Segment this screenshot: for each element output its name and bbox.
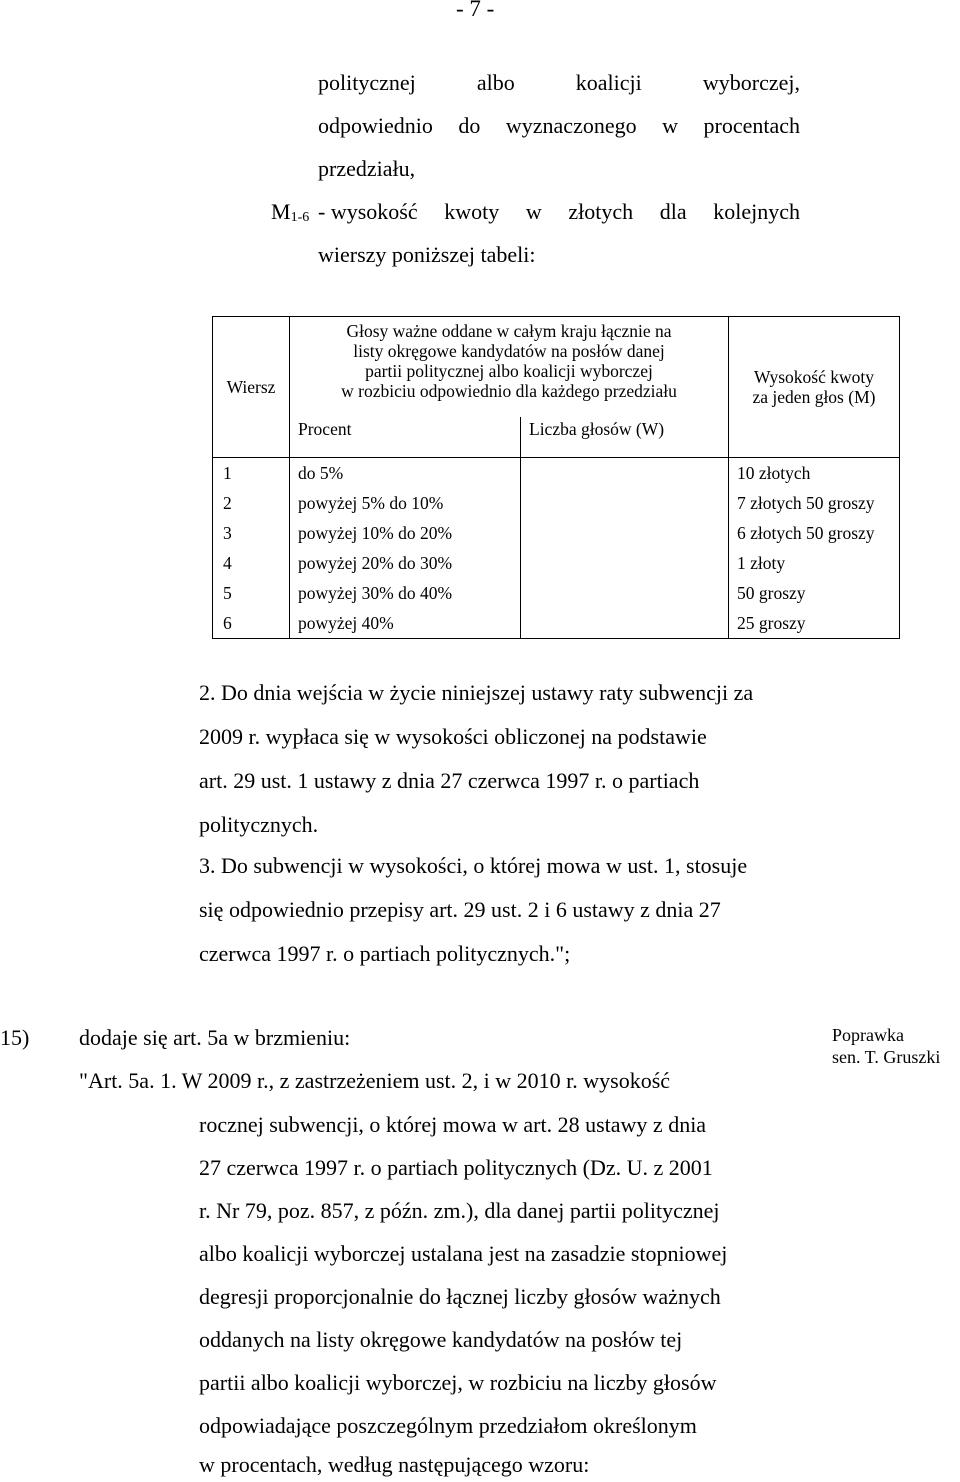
intro-word: w [525, 199, 542, 224]
header-glosy-line: w rozbiciu odpowiednio dla każdego przedziału [341, 381, 677, 402]
header-wiersz: Wiersz [213, 317, 290, 458]
intro-word: koalicji [575, 70, 642, 95]
row-number: 3 [213, 518, 290, 548]
para2-line: 2009 r. wypłaca się w wysokości obliczonej na podstawie [199, 724, 707, 749]
table-row [213, 488, 900, 518]
m-symbol [271, 199, 309, 226]
header-liczba: Liczba głosów (W) [521, 417, 729, 458]
amendment-author: sen. T. Gruszki [832, 1047, 941, 1067]
point15-line: w procentach, według następującego wzoru: [199, 1452, 590, 1477]
row-liczba [521, 608, 729, 639]
row-procent: powyżej 10% do 20% [290, 518, 521, 548]
header-glosy [290, 317, 729, 418]
header-wysokosc-line: za jeden głos (M) [752, 387, 876, 407]
para3-line: 3. Do subwencji w wysokości, o której mowa w ust. 1, stosuje [199, 853, 748, 878]
row-number: 4 [213, 548, 290, 578]
row-number: 2 [213, 488, 290, 518]
header-wysokosc-line: Wysokość kwoty [754, 366, 874, 387]
point15-line: "Art. 5a. 1. W 2009 r., z zastrzeżeniem ust. 2, i w 2010 r. wysokość [79, 1068, 671, 1093]
table-row [213, 518, 900, 548]
header-procent: Procent [290, 417, 521, 458]
para2-line: art. 29 ust. 1 ustawy z dnia 27 czerwca 1997 r. o partiach [199, 768, 700, 793]
intro-word: wyznaczonego [505, 113, 637, 138]
row-wysokosc: 10 złotych [729, 458, 900, 489]
row-wysokosc: 50 groszy [729, 578, 900, 608]
intro-line-2 [318, 113, 800, 139]
m-subscript: 1-6 [290, 210, 310, 225]
point15-line: partii albo koalicji wyborczej, w rozbiciu na liczby głosów [199, 1370, 717, 1395]
row-procent: powyżej 30% do 40% [290, 578, 521, 608]
intro-word: wyborczej, [702, 70, 800, 95]
point15-line: albo koalicji wyborczej ustalana jest na zasadzie stopniowej [199, 1241, 728, 1266]
row-procent: powyżej 40% [290, 608, 521, 639]
point15-line: degresji proporcjonalnie do łącznej liczby głosów ważnych [199, 1284, 721, 1309]
point15-line: 27 czerwca 1997 r. o partiach politycznych (Dz. U. z 2001 [199, 1155, 713, 1180]
row-liczba [521, 488, 729, 518]
point15-line: r. Nr 79, poz. 857, z późn. zm.), dla danej partii politycznej [199, 1198, 720, 1223]
row-liczba [521, 578, 729, 608]
table-row [213, 548, 900, 578]
para3-line: czerwca 1997 r. o partiach politycznych."; [199, 941, 571, 966]
intro-line-1 [318, 70, 800, 96]
intro-word: procentach [703, 113, 800, 138]
intro-word: dla [659, 199, 687, 224]
row-number: 6 [213, 608, 290, 639]
row-number: 5 [213, 578, 290, 608]
row-wysokosc: 25 groszy [729, 608, 900, 639]
intro-word: kwoty [444, 199, 500, 224]
row-number: 1 [213, 458, 290, 489]
para2-line: politycznych. [199, 812, 319, 837]
header-glosy-line: partii politycznej albo koalicji wyborczej [365, 361, 653, 382]
intro-line-4 [318, 199, 800, 225]
intro-word: politycznej [318, 70, 416, 95]
amendment-note [832, 1024, 940, 1068]
intro-word: w [662, 113, 678, 138]
intro-line-3: przedziału, [318, 156, 416, 181]
row-wysokosc: 6 złotych 50 groszy [729, 518, 900, 548]
point15-line: dodaje się art. 5a w brzmieniu: [79, 1025, 351, 1050]
row-liczba [521, 458, 729, 489]
row-wysokosc: 1 złoty [729, 548, 900, 578]
row-procent: powyżej 20% do 30% [290, 548, 521, 578]
intro-word: odpowiednio [318, 113, 433, 138]
intro-line-5: wierszy poniższej tabeli: [318, 242, 536, 267]
header-glosy-line: listy okręgowe kandydatów na posłów danej [353, 341, 665, 362]
row-procent: powyżej 5% do 10% [290, 488, 521, 518]
intro-word: do [458, 113, 481, 138]
row-liczba [521, 548, 729, 578]
intro-word: kolejnych [713, 199, 800, 224]
point15-line: odpowiadające poszczególnym przedziałom określonym [199, 1413, 697, 1438]
page-number: - 7 - [456, 0, 495, 21]
intro-word: - wysokość [318, 199, 418, 224]
table-row [213, 458, 900, 489]
intro-word: albo [476, 70, 515, 95]
row-liczba [521, 518, 729, 548]
header-wysokosc [729, 317, 900, 458]
point15-line: oddanych na listy okręgowe kandydatów na posłów tej [199, 1327, 683, 1352]
subsidy-table [212, 316, 900, 639]
para3-line: się odpowiednio przepisy art. 29 ust. 2 i 6 ustawy z dnia 27 [199, 897, 721, 922]
intro-word: złotych [568, 199, 634, 224]
row-procent: do 5% [290, 458, 521, 489]
table-header-row [213, 317, 900, 418]
point-number: 15) [0, 1025, 30, 1050]
amendment-label: Poprawka [832, 1025, 904, 1045]
row-wysokosc: 7 złotych 50 groszy [729, 488, 900, 518]
point15-line: rocznej subwencji, o której mowa w art. 28 ustawy z dnia [199, 1112, 707, 1137]
header-glosy-line: Głosy ważne oddane w całym kraju łącznie na [346, 321, 672, 341]
table-row [213, 608, 900, 639]
table-row [213, 578, 900, 608]
para2-line: 2. Do dnia wejścia w życie niniejszej ustawy raty subwencji za [199, 680, 754, 705]
m-letter: M [271, 199, 291, 224]
